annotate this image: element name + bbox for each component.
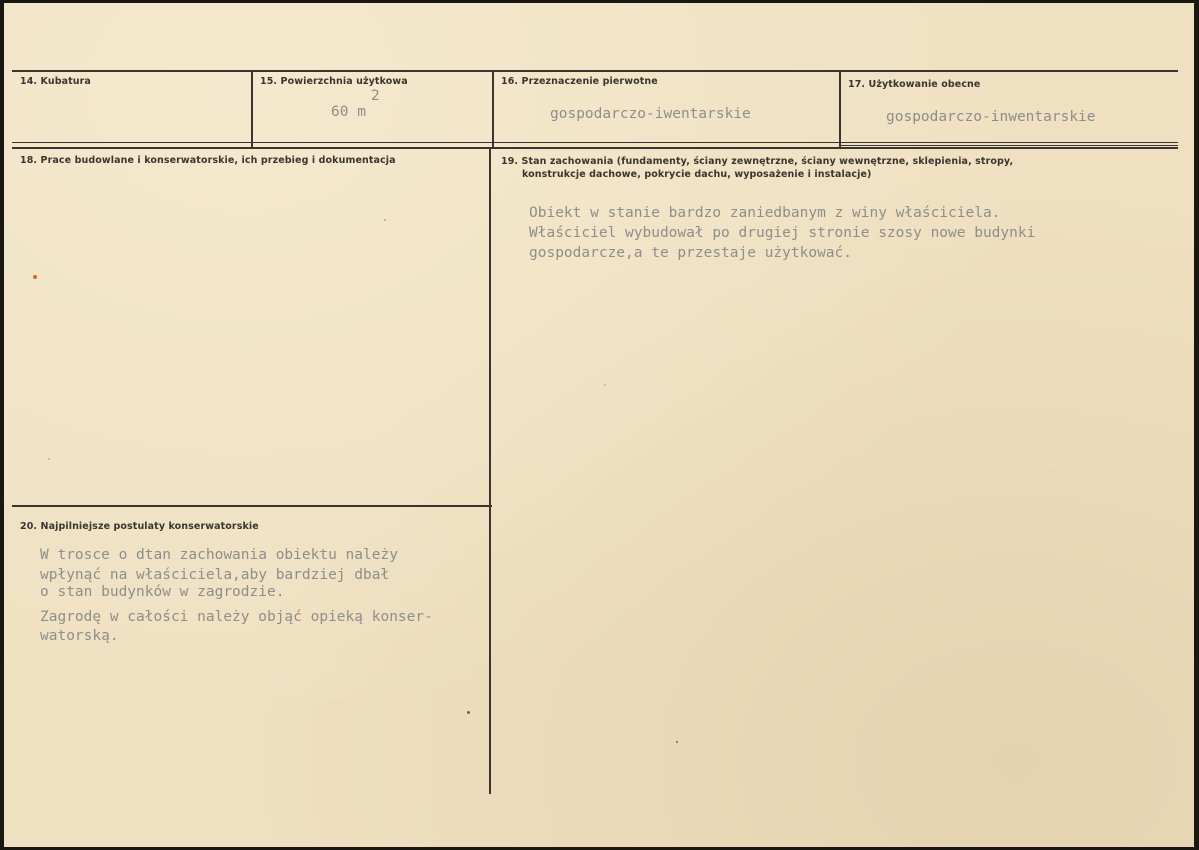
paper-speck — [604, 384, 606, 386]
field-19-text-line1: Obiekt w stanie bardzo zaniedbanym z winy właściciela. — [529, 205, 1001, 221]
field-20-label: 20. Najpilniejsze postulaty konserwatorskie — [20, 521, 259, 532]
row1-bottom-rule-right — [840, 145, 1178, 146]
field-19-label-line1: 19. Stan zachowania (fundamenty, ściany zewnętrzne, ściany wewnętrzne, sklepienia, stropy, — [501, 156, 1014, 167]
field-19-text-line3: gospodarcze,a te przestaje użytkować. — [529, 245, 853, 261]
paper-speck — [676, 741, 678, 743]
field-20-paragraph1-line1: W trosce o dtan zachowania obiektu należy — [40, 547, 398, 563]
field-19-text-line2: Właściciel wybudował po drugiej stronie szosy nowe budynki — [529, 225, 1036, 241]
field-16-label: 16. Przeznaczenie pierwotne — [501, 76, 658, 87]
field-17-value: gospodarczo-inwentarskie — [886, 109, 1096, 125]
paper-speck — [384, 219, 386, 221]
paper-speck — [48, 458, 50, 460]
field-18-label: 18. Prace budowlane i konserwatorskie, ich przebieg i dokumentacja — [20, 155, 396, 166]
field-15-label: 15. Powierzchnia użytkowa — [260, 76, 408, 87]
section20-top-rule — [12, 505, 492, 507]
field-19-label-line2: konstrukcje dachowe, pokrycie dachu, wyposażenie i instalacje) — [522, 169, 872, 180]
col-divider-17 — [839, 71, 841, 147]
field-14-label: 14. Kubatura — [20, 76, 91, 87]
field-15-superscript: 2 — [371, 88, 380, 104]
record-card — [4, 3, 1194, 847]
field-20-paragraph1-line3: o stan budynków w zagrodzie. — [40, 584, 285, 600]
row1-bottom-rule — [12, 142, 1178, 143]
paper-speck — [33, 275, 37, 279]
field-15-value: 60 m — [331, 104, 366, 120]
main-column-divider — [489, 148, 491, 794]
field-20-paragraph2-line2: watorską. — [40, 628, 119, 644]
col-divider-15 — [251, 71, 253, 147]
field-20-paragraph1-line2: wpłynąć na właściciela,aby bardziej dbał — [40, 567, 390, 583]
field-17-label: 17. Użytkowanie obecne — [848, 79, 981, 90]
field-16-value: gospodarczo-iwentarskie — [550, 106, 751, 122]
col-divider-16 — [492, 71, 494, 147]
paper-speck — [467, 711, 470, 714]
row1-bottom-rule-inner — [12, 147, 1178, 149]
top-rule — [12, 70, 1178, 72]
field-20-paragraph2-line1: Zagrodę w całości należy objąć opieką konser- — [40, 609, 433, 625]
